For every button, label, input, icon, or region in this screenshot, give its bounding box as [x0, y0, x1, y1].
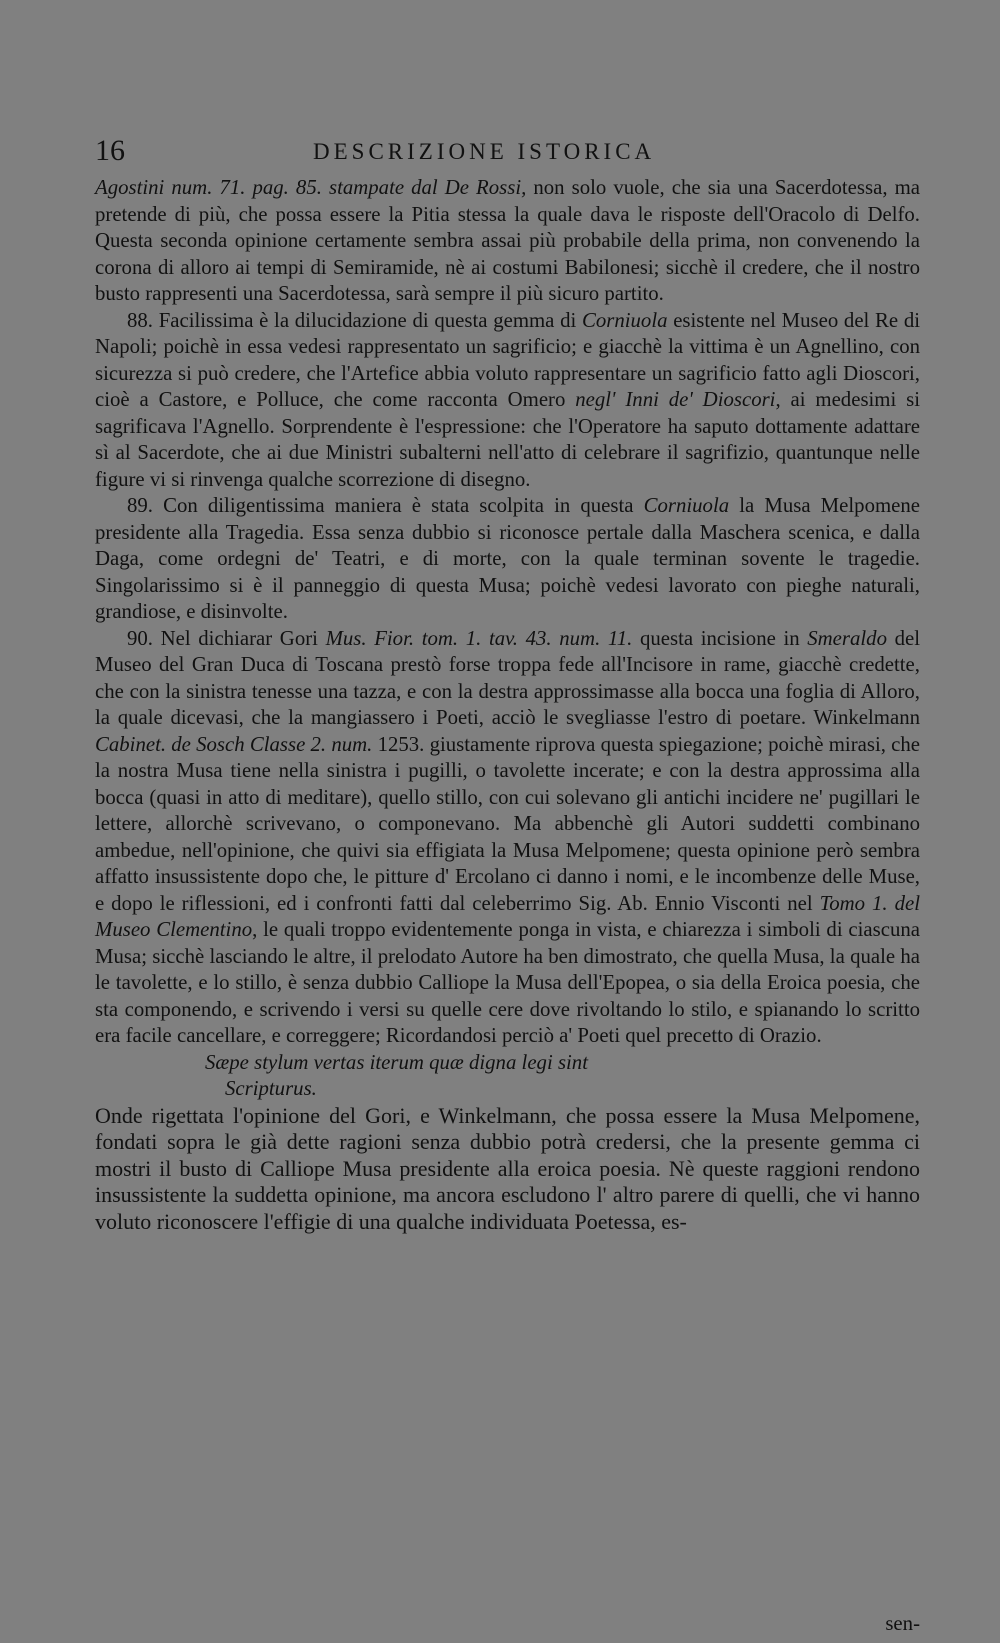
text-run: la Musa Melpomene presidente alla Tragedia. Essa senza dubbio si riconosce pertale dalla Maschera scenica, e dalla Daga, come ordegni de' Teatri, e di morte, con la quale terminan sovente le tragedie. Singolarissimo si è il panneggio di questa Musa; poichè vedesi lavorato con pieghe naturali, grandiose, e disinvolte. — [95, 494, 920, 623]
text-run: Tomo 1. del Museo Clementino — [95, 891, 920, 941]
text-run: 89. Con diligentissima maniera è stata scolpita in questa — [127, 494, 644, 517]
text-run: negl' Inni de' Dioscori — [575, 388, 776, 411]
verse-line-1: Sæpe stylum vertas iterum quæ digna legi sint — [205, 1050, 588, 1074]
body-text — [95, 175, 920, 1235]
text-run: Corniuola — [643, 494, 730, 517]
text-run: Cabinet. de Sosch Classe 2. num. — [95, 732, 373, 756]
text-run: non solo vuole, che sia una Sacerdotessa, ma pretende di più, che possa essere la Pitia stessa la quale dava le risposte dell'Oracolo di Delfo. Questa seconda opinione certamente sembra assai più probabile della prima, non convenendo la corona di alloro ai tempi di Semiramide, nè ai costumi Babilonesi; sicchè il credere, che il nostro busto rappresenti una Sacerdotessa, sarà sempre il più sicuro partito. — [95, 176, 920, 305]
page-header — [95, 134, 920, 170]
text-run: , ai medesimi si sagrificava l'Agnello. Sorprendente è l'espressione: che l'Operatore ha saputo dottamente adattare sì al Sacerdote, che ai due Ministri subalterni nell'atto di celebrare il sagrifizio, quantunque nelle figure vi si rinvenga qualche scorrezione di disegno. — [95, 388, 920, 491]
paragraph-88 — [95, 308, 920, 494]
text-run: Mus. Fior. tom. 1. tav. 43. num. 11. — [325, 626, 633, 650]
verse-line-2: Scripturus. — [225, 1077, 317, 1100]
text-run: questa incisione in — [632, 626, 808, 650]
catchword: sen- — [885, 1612, 920, 1635]
page-number: 16 — [95, 134, 125, 167]
text-run: 90. Nel dichiarar Gori — [127, 626, 326, 650]
text-run: 1253. giustamente riprova questa spiegazione; poichè mirasi, che la nostra Musa tiene nella sinistra i pugilli, o tavolette incerate; e con la destra approssima alla bocca (quasi in atto di meditare), quello stillo, con cui solevano gli antichi incidere ne' pugillari le lettere, allorchè scrivevano, o componevano. Ma abbenchè gli Autori suddetti combinano ambedue, nell'opinione, che quivi sia effigiata la Musa Melpomene; questa opinione però sembra affatto insussistente dopo che, le pitture d' Ercolano ci danno i nomi, e le incombenze delle Muse, e dopo le riflessioni, ed i confronti fatti dal celeberrimo Sig. Ab. Ennio Visconti nel — [95, 732, 921, 915]
text-run: esistente nel Museo del Re di Napoli; poichè in essa vedesi rappresentato un sagrificio; e giacchè la vittima è un Agnellino, con sicurezza si può credere, che l'Artefice abbia voluto rappresentare un sagrificio fatto agli Dioscori, cioè a Castore, e Polluce, che come racconta Omero — [95, 308, 921, 411]
paragraph-90 — [95, 626, 920, 1050]
paragraph-89 — [95, 493, 920, 626]
running-title: DESCRIZIONE ISTORICA — [313, 139, 656, 164]
text-run: Agostini num. 71. pag. 85. stampate dal De Rossi, — [95, 176, 527, 199]
text-run: , le quali troppo evidentemente ponga in vista, e chiarezza i simboli di ciascuna Musa; sicchè lasciando le altre, il prelodato Autore ha ben dimostrato, che quella Musa, la quale ha le tavolette, e lo stillo, è senza dubbio Calliope la Musa dell'Epopea, o sia della Eroica poesia, che sta componendo, e scrivendo i versi su quelle cere dove rivoltando lo stilo, e spianando lo scritto era facile cancellare, e correggere; Ricordandosi perciò a' Poeti quel precetto di Orazio. — [95, 918, 920, 1047]
paragraph-87-end — [95, 175, 920, 308]
text-run: del Museo del Gran Duca di Toscana prestò forse troppa fede all'Incisore in rame, giacchè credette, che con la sinistra tenesse una tazza, e con la destra approssimasse alla bocca una foglia di Alloro, la quale dicevasi, che la mangiassero i Poeti, acciò le svegliasse l'estro di poetare. Winkelmann — [95, 626, 921, 729]
text-run: Corniuola — [581, 308, 668, 332]
text-run: 88. Facilissima è la dilucidazione di questa gemma di — [127, 308, 582, 332]
closing-paragraph: Onde rigettata l'opinione del Gori, e Winkelmann, che possa essere la Musa Melpomene, fondati sopra le già dette ragioni senza dubbio potrà credersi, che la presente gemma ci mostri il busto di Calliope Musa presidente alla eroica poesia. Nè queste raggioni rendono insussistente la suddetta opinione, ma ancora escludono l' altro parere di quelli, che vi hanno voluto riconoscere l'effigie di una qualche individuata Poetessa, es- — [95, 1102, 920, 1234]
text-run: Smeraldo — [807, 626, 887, 650]
